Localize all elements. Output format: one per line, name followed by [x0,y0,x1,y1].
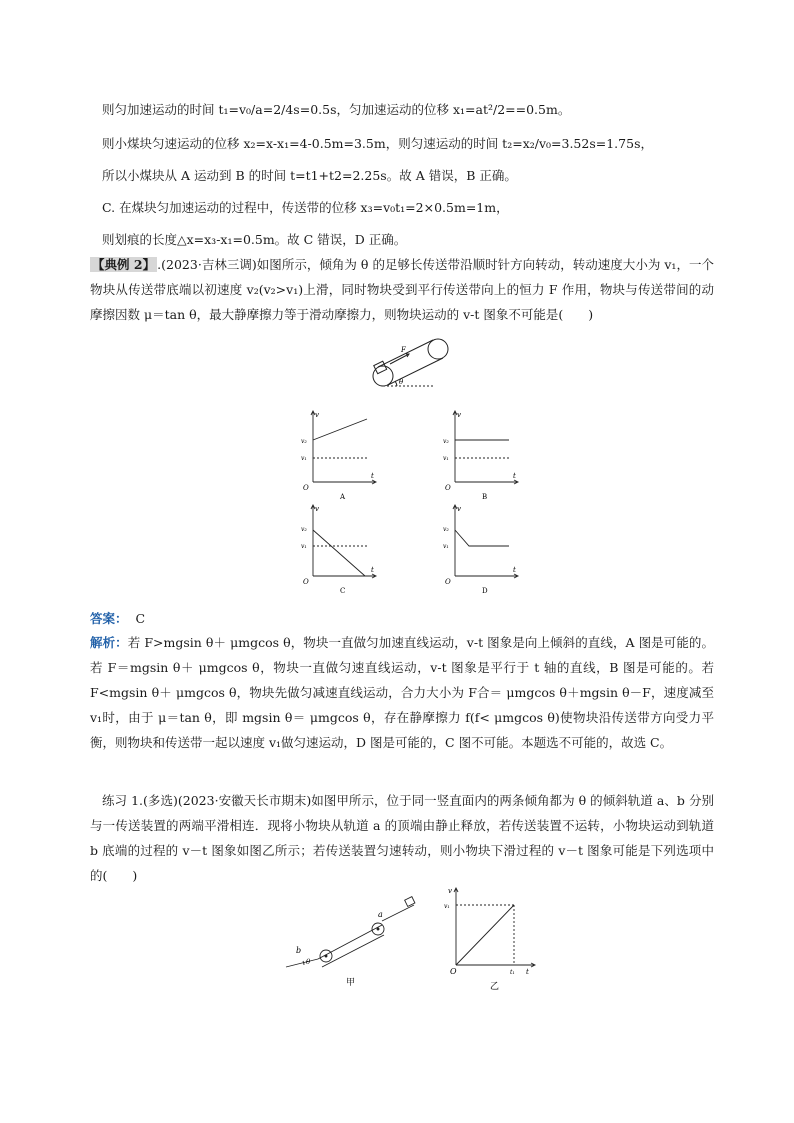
example-tag: 【典例 2】 [92,257,156,272]
graph-d-axis-t: t [513,566,516,574]
graph-c-label: C [340,587,346,595]
figure-jia-caption: 甲 [346,978,356,988]
solution-line-3: 所以小煤块从 A 运动到 B 的时间 t=t1+t2=2.25s。故 A 错误，B 正确。 [102,168,517,183]
angle-theta-label: θ [306,958,311,966]
graph-b-v2: v₂ [443,438,449,445]
answer-line [90,611,145,627]
angle-label: θ [399,378,404,386]
graph-d-line [455,530,509,546]
graph-b-axis-t: t [513,472,516,480]
graph-b-v1: v₁ [443,455,449,462]
incline-base [286,959,318,967]
track-b-label: b [296,946,302,955]
figure-yi-line [456,905,514,965]
figure-yi-caption: 乙 [490,982,500,992]
figure-jia [282,895,422,990]
graph-d [437,500,532,595]
graph-c [295,500,390,595]
graph-b [437,406,532,501]
graph-c-origin: O [303,578,309,586]
answer-value: C [135,611,146,626]
analysis-text: 若 F>mgsin θ＋ μmgcos θ，物块一直做匀加速直线运动，v-t 图象是向上倾斜的直线，A 图是可能的。若 F＝mgsin θ＋ μmgcos θ，物块一直做匀速直线运动，v-t 图象是平行于 t 轴的直线，B 图是可能的。若 F<mgsin θ＋ μmgcos θ，物块先做匀减速直线运动，合力大小为 F合＝ μmgcos θ＋mgsin θ－F，速度减至 v₁时，由于 μ＝tan θ，即 mgsin θ＝ μmgcos θ，存在静摩擦力 f(f< μmgcos θ)使物块沿传送带方向受力平衡，则物块和传送带一起以速度 v₁做匀速运动，D 图是可能的，C 图不可能。本题选不可能的，故选 C。 [90,635,714,750]
block [374,361,387,373]
conveyor-figure [365,336,455,391]
graph-d-v1: v₁ [443,543,449,550]
graph-d-v2: v₂ [443,526,449,533]
graph-b-axis-v: v [457,411,461,419]
force-label: F [401,346,406,354]
practice-1-text: 练习 1.(多选)(2023·安徽天长市期末)如图甲所示，位于同一竖直面内的两条倾角都为 θ 的倾斜轨道 a、b 分别与一传送装置的两端平滑相连．现将小物块从轨道 a 的顶端由静止释放，若传送装置不运转，小物块运动到轨道 b 底端的过程的 v－t 图象如图乙所示；若传送装置匀速转动，则小物块下滑过程的 v－t 图象可能是下列选项中的( ) [90,793,714,883]
solution-line-5: 则划痕的长度△x=x₃-x₁=0.5m。故 C 错误，D 正确。 [102,232,407,247]
example-2-question [90,252,714,327]
graph-b-label: B [482,493,488,501]
figure-yi-v1: v₁ [444,903,450,910]
graph-a-v2: v₂ [301,438,307,445]
graph-d-origin: O [445,578,451,586]
analysis-label: 解析： [90,635,128,650]
solution-line-1: 则匀加速运动的时间 t₁=v₀/a=2/4s=0.5s，匀加速运动的位移 x₁=at²/2==0.5m。 [102,102,571,117]
graph-b-origin: O [445,484,451,492]
graph-d-label: D [482,587,488,595]
figure-yi-origin: O [450,967,457,976]
figure-yi-t1: t₁ [510,969,515,976]
track-a [382,905,414,921]
graph-a-label: A [340,493,346,501]
graph-c-axis-v: v [315,505,319,513]
solution-line-2: 则小煤块匀速运动的位移 x₂=x-x₁=4-0.5m=3.5m，则匀速运动的时间 t₂=x₂/v₀=3.52s=1.75s， [102,136,653,151]
graph-a-line [313,419,367,440]
lower-roller [373,366,393,386]
figure-yi-axis-t: t [526,968,529,976]
graph-d-axis-v: v [457,505,461,513]
analysis [90,630,714,755]
graph-c-line [313,530,365,576]
graph-a-origin: O [303,484,309,492]
upper-roller [428,339,448,359]
figure-yi-axis-v: v [448,887,452,895]
track-a-label: a [378,910,383,919]
answer-label: 答案： [90,611,128,626]
example-2-text: .(2023·吉林三调)如图所示，倾角为 θ 的足够长传送带沿顺时针方向转动，转动速度大小为 v₁，一个物块从传送带底端以初速度 v₂(v₂>v₁)上滑，同时物块受到平行传送带向上的恒力 F 作用，物块与传送带间的动摩擦因数 μ＝tan θ，最大静摩擦力等于滑动摩擦力，则物块运动的 v-t 图象不可能是( ) [90,257,714,322]
graph-c-v2: v₂ [301,526,307,533]
solution-line-4: C. 在煤块匀加速运动的过程中，传送带的位移 x₃=v₀t₁=2×0.5m=1m， [102,200,509,215]
graph-a-axis-t: t [371,472,374,480]
graph-c-v1: v₁ [301,543,307,550]
figure-yi [444,885,544,995]
graph-c-axis-t: t [371,566,374,574]
graph-a [295,406,390,501]
graph-a-v1: v₁ [301,455,307,462]
graph-a-axis-v: v [315,411,319,419]
practice-1-question [90,788,714,888]
